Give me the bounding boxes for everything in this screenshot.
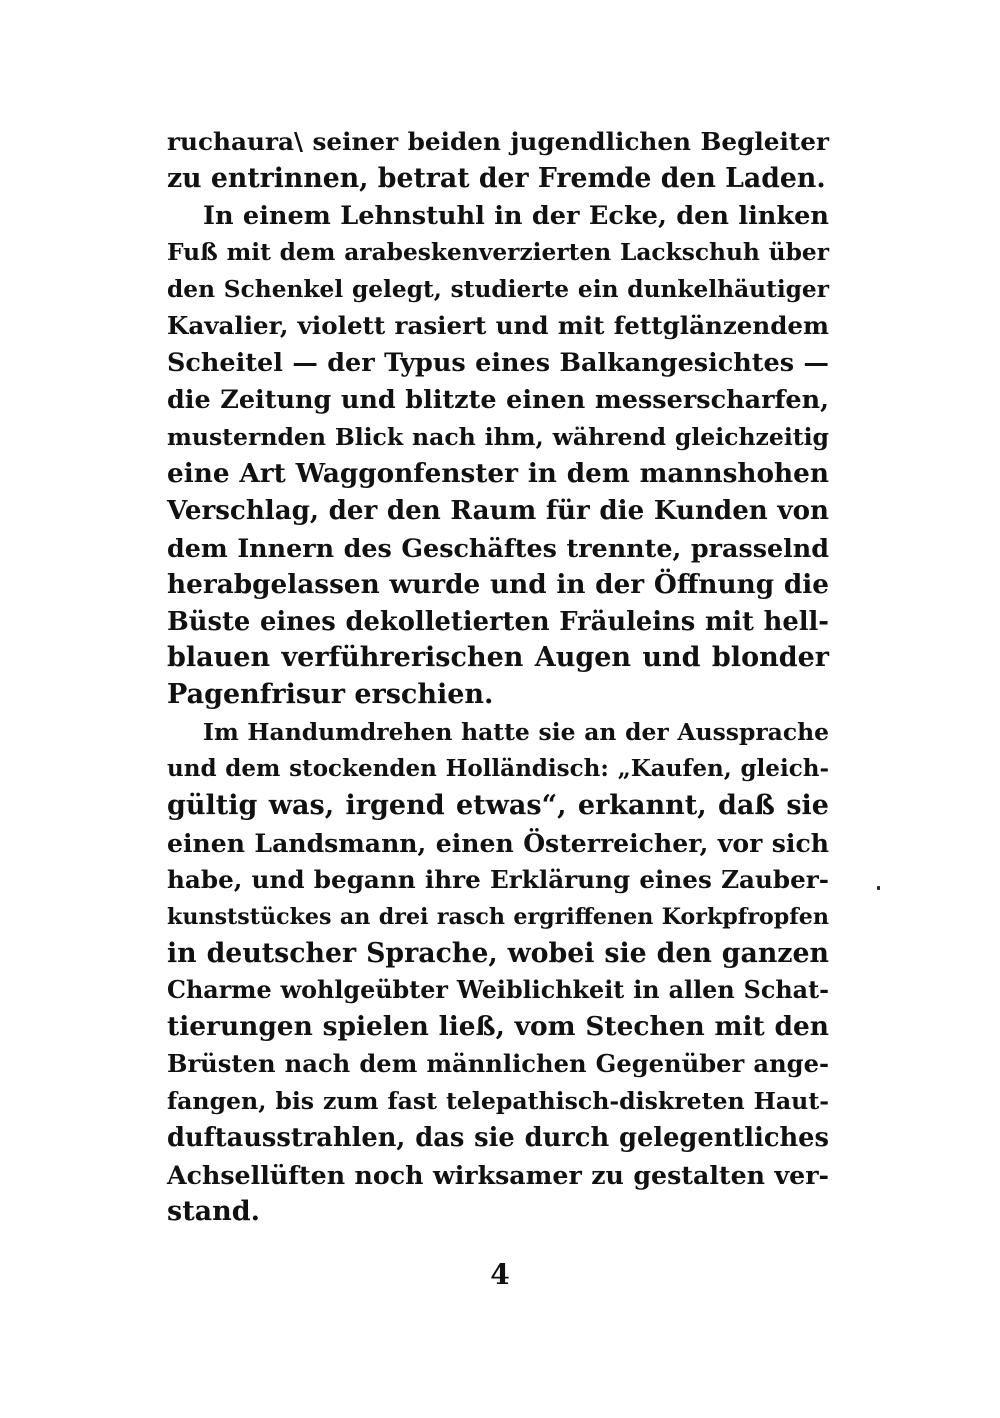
text-line: Pagenfrisur erschien. [167, 679, 494, 711]
body-text [167, 124, 829, 1231]
text-line: stand. [167, 1195, 261, 1227]
text-line: Im Handumdrehen hatte sie an der Aussprache [203, 718, 829, 747]
text-line: den Schenkel gelegt, studierte ein dunkelhäutiger [167, 275, 829, 303]
text-line: Achsellüften noch wirksamer zu gestalten ver- [167, 1159, 829, 1190]
ink-speck [877, 886, 880, 890]
text-line: ruchaura\ seiner beiden jugendlichen Begleiter [167, 127, 829, 156]
text-line: Kavalier, violett rasiert und mit fettglänzendem [167, 311, 829, 341]
text-line: In einem Lehnstuhl in der Ecke, den linken [203, 200, 829, 231]
text-line: herabgelassen wurde und in der Öffnung die [167, 568, 829, 600]
text-line: blauen verführerischen Augen und blonder [167, 642, 829, 674]
page-number: 4 [490, 1258, 510, 1291]
text-line: Fuß mit dem arabeskenverzierten Lackschuh über [167, 238, 829, 266]
text-line: fangen, bis zum fast telepathisch-diskreten Haut- [167, 1087, 829, 1116]
text-line: habe, und begann ihre Erklärung eines Zauber- [167, 864, 829, 894]
text-line: tierungen spielen ließ, vom Stechen mit den [167, 1011, 829, 1043]
text-line: Verschlag, der den Raum für die Kunden von [167, 494, 829, 526]
text-line: Scheitel — der Typus eines Balkangesichtes — [167, 348, 829, 379]
text-line: einen Landsmann, einen Österreicher, vor sich [167, 827, 829, 858]
text-line: und dem stockenden Holländisch: „Kaufen, gleich- [167, 755, 829, 783]
text-line: die Zeitung und blitzte einen messerscharfen, [167, 385, 829, 416]
text-line: Büste eines dekolletierten Fräuleins mit hell- [167, 606, 829, 637]
text-line: zu entrinnen, betrat der Fremde den Laden. [167, 162, 826, 194]
text-line: musternden Blick nach ihm, während gleichzeitig [167, 423, 829, 452]
text-line: dem Innern des Geschäftes trennte, prasselnd [167, 532, 829, 563]
text-line: in deutscher Sprache, wobei sie den ganzen [167, 937, 829, 969]
text-line: gültig was, irgend etwas“, erkannt, daß sie [167, 790, 829, 822]
text-line: Charme wohlgeübter Weiblichkeit in allen Schat- [167, 976, 829, 1005]
text-line: duftausstrahlen, das sie durch gelegentliches [167, 1123, 829, 1154]
text-line: kunststückes an drei rasch ergriffenen Korkpfropfen [167, 903, 829, 930]
text-line: Brüsten nach dem männlichen Gegenüber ange- [167, 1049, 829, 1079]
text-line: eine Art Waggonfenster in dem mannshohen [167, 458, 829, 490]
